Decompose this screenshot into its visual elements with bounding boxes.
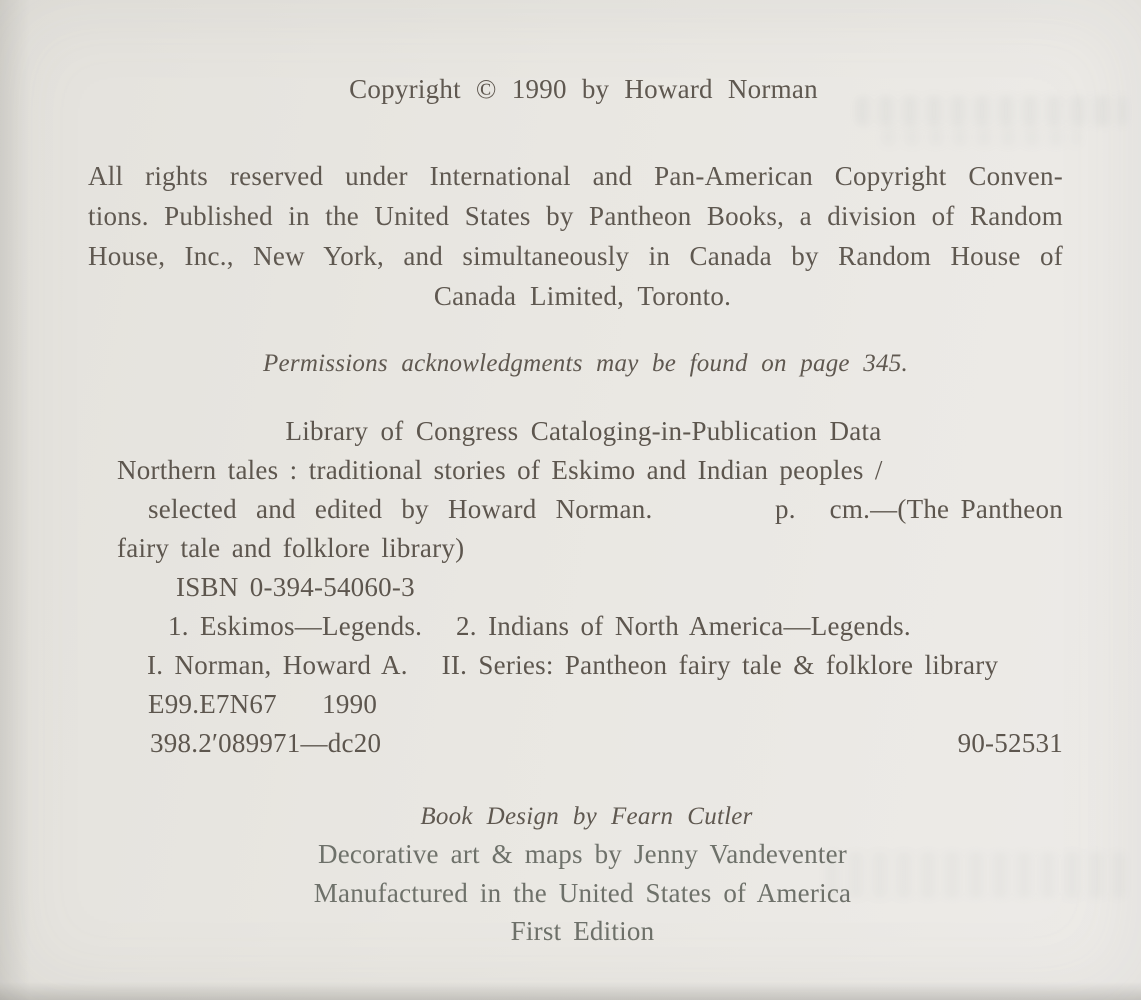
first-edition-line: First Edition — [510, 916, 655, 946]
cip-heading: Library of Congress Cataloging-in-Publication Data — [285, 416, 882, 446]
cip-section — [88, 412, 1063, 763]
manufactured-line: Manufactured in the United States of America — [313, 877, 852, 908]
copyright-page-content — [88, 0, 1063, 951]
cip-isbn-line: ISBN 0-394-54060-3 — [176, 572, 415, 602]
rights-line-3: House, Inc., New York, and simultaneously in Canada by Random House of — [88, 241, 1063, 271]
page-gutter-shadow — [0, 0, 30, 1000]
colophon-section — [88, 799, 1063, 951]
cip-byline-text: selected and edited by Howard Norman. — [148, 494, 653, 524]
page-bottom-edge-shadow — [0, 982, 1141, 1000]
cip-byline-row — [88, 490, 1063, 529]
rights-line-2: tions. Published in the United States by Pantheon Books, a division of Random — [88, 201, 1063, 231]
cip-series-wrap-line: fairy tale and folklore library) — [117, 533, 465, 563]
cip-added-entries-line: I. Norman, Howard A. II. Series: Pantheon fairy tale & folklore library — [147, 650, 999, 680]
cip-title-line: Northern tales : traditional stories of Eskimo and Indian peoples / — [117, 455, 883, 485]
cip-lc-classification-line: E99.E7N67 1990 — [148, 689, 378, 719]
cip-lccn-number: 90-52531 — [957, 728, 1063, 758]
rights-line-1: All rights reserved under International and Pan-American Copyright Conven- — [88, 161, 1063, 191]
copyright-notice-line: Copyright © 1990 by Howard Norman — [349, 74, 818, 104]
cip-subjects-line: 1. Eskimos—Legends. 2. Indians of North America—Legends. — [168, 611, 911, 641]
cip-dewey-number: 398.2′089971—dc20 — [150, 728, 382, 758]
cip-collation-text: p. cm.—(The Pantheon — [775, 494, 1063, 524]
permissions-note: Permissions acknowledgments may be found on page 345. — [263, 350, 908, 377]
decorative-art-credit-line: Decorative art & maps by Jenny Vandeventer — [317, 839, 848, 869]
rights-line-4: Canada Limited, Toronto. — [433, 281, 732, 311]
rights-paragraph — [88, 156, 1063, 316]
cip-dewey-row — [88, 724, 1063, 763]
book-design-credit-line: Book Design by Fearn Cutler — [420, 803, 753, 830]
